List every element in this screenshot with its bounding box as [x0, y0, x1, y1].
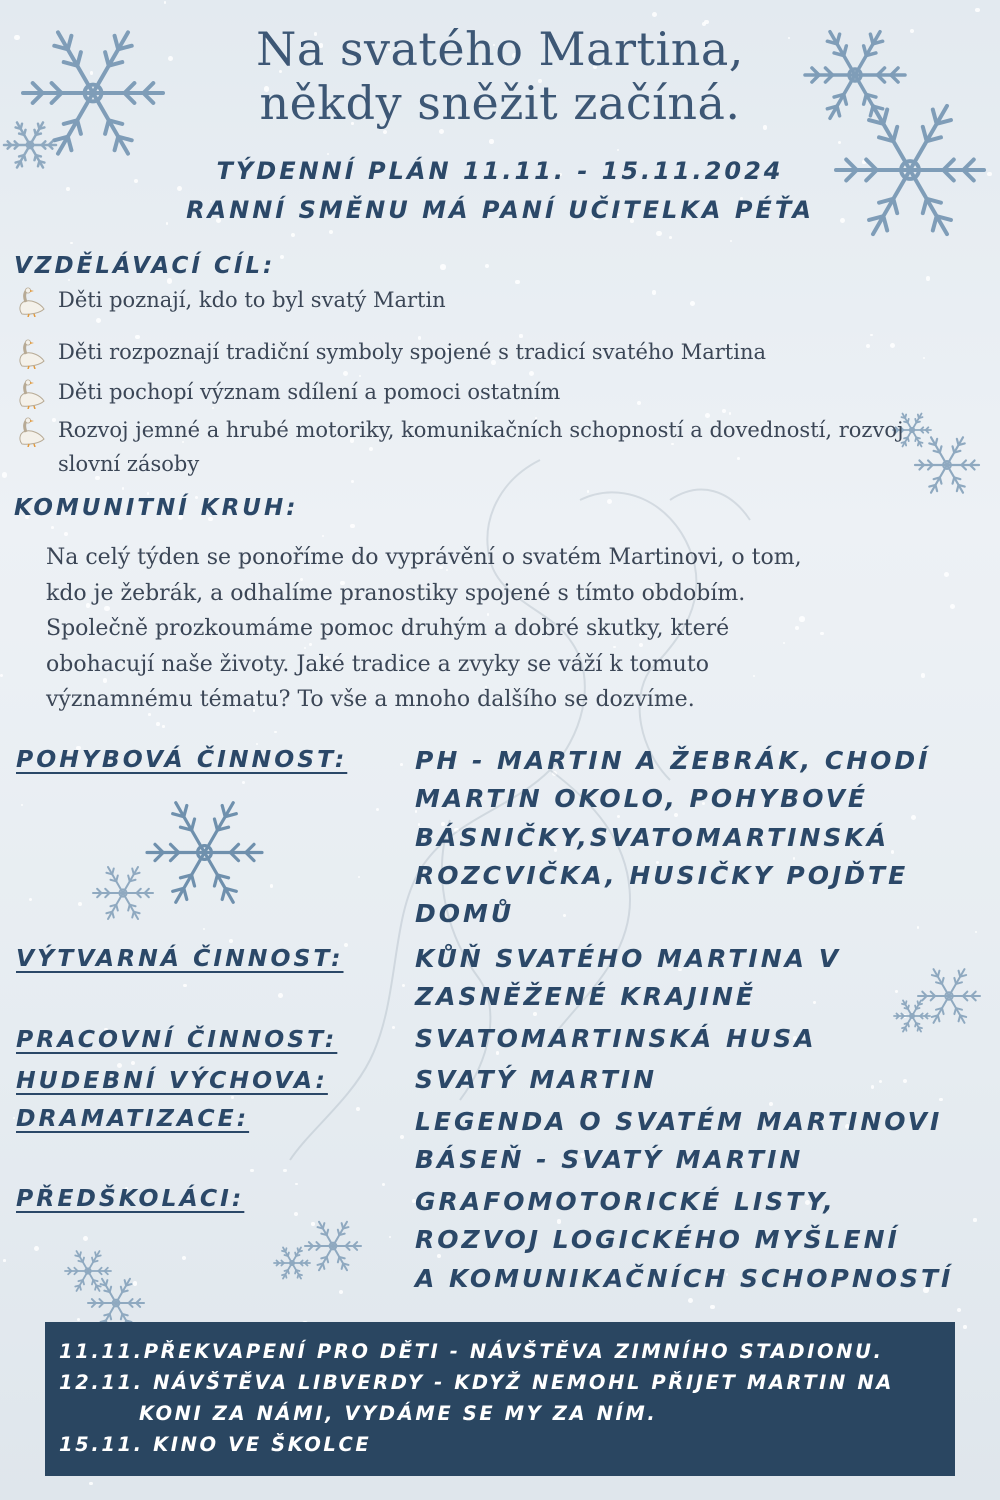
event-line: 11.11.PŘEKVAPENÍ PRO DĚTI - NÁVŠTĚVA ZIMNÍHO STADIONU.: [59, 1340, 884, 1363]
morning-shift-teacher: RANNÍ SMĚNU MÁ PANÍ UČITELKA PÉŤA: [186, 196, 814, 224]
goal-item: [14, 335, 914, 369]
activity-label-art: VÝTVARNÁ ČINNOST:: [16, 944, 344, 972]
event-line: 15.11. KINO VE ŠKOLCE: [59, 1433, 372, 1456]
goal-item: [14, 375, 914, 409]
event-line: KONI ZA NÁMI, VYDÁME SE MY ZA NÍM.: [139, 1402, 658, 1425]
activity-label-preschool: PŘEDŠKOLÁCI:: [16, 1184, 245, 1212]
weekly-plan-dates: TÝDENNÍ PLÁN 11.11. - 15.11.2024: [216, 157, 784, 185]
activity-line: SVATOMARTINSKÁ HUSA: [415, 1024, 817, 1053]
activity-line: DOMŮ: [415, 899, 515, 929]
activity-value-preschool: [415, 1183, 990, 1298]
activity-label-music: HUDEBNÍ VÝCHOVA:: [16, 1066, 328, 1094]
event-line: 12.11. NÁVŠTĚVA LIBVERDY - KDYŽ NEMOHL PŘIJET MARTIN NA: [59, 1371, 894, 1394]
snowflake-icon: [272, 1243, 312, 1283]
snowflake-icon: [90, 860, 156, 926]
page-title-line-1: Na svatého Martina,: [256, 22, 744, 76]
community-line: Na celý týden se ponoříme do vyprávění o svatém Martinovi, o tom,: [46, 545, 802, 570]
activity-value-music: [415, 1061, 990, 1099]
snowflake-icon: [912, 430, 982, 500]
activity-line: A KOMUNIKAČNÍCH SCHOPNOSTÍ: [415, 1263, 954, 1293]
community-line: kdo je žebrák, a odhalíme pranostiky spojené s tímto obdobím.: [46, 580, 746, 606]
activity-label-drama: DRAMATIZACE:: [16, 1104, 250, 1132]
activity-line: ROZCVIČKA, HUSIČKY POJĎTE: [415, 860, 909, 890]
goose-icon: [14, 417, 48, 447]
activity-label-movement: POHYBOVÁ ČINNOST:: [16, 745, 348, 773]
goal-item: [14, 413, 914, 481]
goals-list: [14, 283, 914, 481]
goal-item: [14, 283, 914, 317]
community-line: významnému tématu? To vše a mnoho dalšího se dozvíme.: [46, 687, 695, 712]
activity-line: ZASNĚŽENÉ KRAJINĚ: [415, 982, 756, 1012]
activity-line: BÁSNIČKY,SVATOMARTINSKÁ: [415, 822, 890, 852]
events-box: [45, 1322, 955, 1476]
goose-icon: [14, 339, 48, 369]
goal-text: Rozvoj jemné a hrubé motoriky, komunikačních schopností a dovedností, rozvoj slovní zásoby: [58, 418, 904, 476]
community-heading: KOMUNITNÍ KRUH:: [14, 495, 299, 521]
community-text: [46, 540, 976, 718]
activity-value-drama: [415, 1103, 990, 1180]
activity-line: ROZVOJ LOGICKÉHO MYŠLENÍ: [415, 1225, 900, 1255]
goose-icon: [14, 287, 48, 317]
activity-line: LEGENDA O SVATÉM MARTINOVI: [415, 1107, 943, 1136]
page-title-line-2: někdy sněžit začíná.: [259, 76, 741, 130]
community-line: Společně prozkoumáme pomoc druhým a dobré skutky, které: [46, 616, 730, 641]
goose-icon: [14, 379, 48, 409]
goal-text: Děti poznají, kdo to byl svatý Martin: [58, 288, 446, 312]
activity-line: PH - MARTIN A ŽEBRÁK, CHODÍ: [415, 746, 931, 775]
activity-value-art: [415, 940, 990, 1017]
goal-text: Děti pochopí význam sdílení a pomoci ostatním: [58, 380, 561, 404]
activity-label-work: PRACOVNÍ ČINNOST:: [16, 1025, 338, 1053]
goals-heading: VZDĚLÁVACÍ CÍL:: [14, 253, 276, 279]
goal-text: Děti rozpoznají tradiční symboly spojené s tradicí svatého Martina: [58, 340, 766, 364]
activity-line: KŮŇ SVATÉHO MARTINA V: [415, 944, 842, 973]
activity-line: BÁSEŇ - SVATÝ MARTIN: [415, 1145, 804, 1175]
activity-line: MARTIN OKOLO, POHYBOVÉ: [415, 784, 868, 814]
activity-line: GRAFOMOTORICKÉ LISTY,: [415, 1187, 836, 1216]
community-line: obohacují naše životy. Jaké tradice a zvyky se váží k tomuto: [46, 651, 709, 677]
activity-line: SVATÝ MARTIN: [415, 1065, 658, 1094]
snowflake-icon: [142, 790, 267, 915]
activity-value-movement: [415, 742, 990, 933]
activity-value-work: [415, 1020, 990, 1058]
